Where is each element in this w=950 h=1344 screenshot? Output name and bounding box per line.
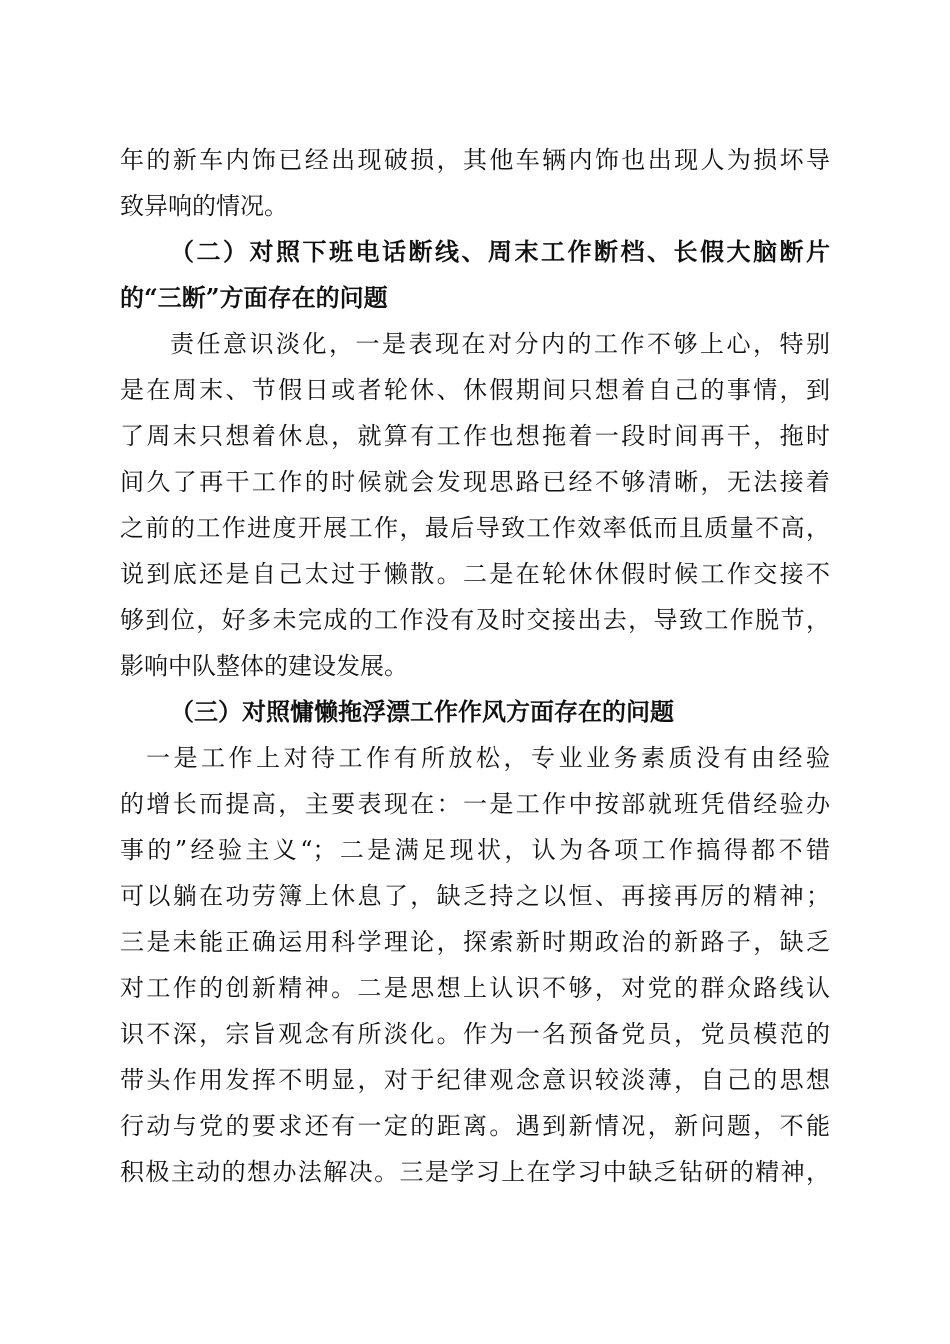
text-line: 对工作的创新精神。二是思想上认识不够，对党的群众路线认	[120, 974, 830, 1002]
text-line: 带头作用发挥不明显，对于纪律观念意识较淡薄，自己的思想	[120, 1066, 830, 1094]
text-line: 是在周末、节假日或者轮休、休假期间只想着自己的事情，到	[120, 376, 830, 404]
text-line: 行动与党的要求还有一定的距离。遇到新情况，新问题，不能	[120, 1112, 830, 1140]
section-heading: （三）对照慵懒拖浮漂工作作风方面存在的问题	[170, 697, 674, 726]
text-line: 识不深，宗旨观念有所淡化。作为一名预备党员，党员模范的	[120, 1020, 830, 1048]
text-line: 一是工作上对待工作有所放松，专业业务素质没有由经验	[146, 744, 830, 772]
section-heading: 的“三断”方面存在的问题	[120, 283, 388, 312]
text-line: 三是未能正确运用科学理论，探索新时期政治的新路子，缺乏	[120, 928, 830, 956]
text-line: 的增长而提高，主要表现在：一是工作中按部就班凭借经验办	[120, 790, 830, 818]
text-line: 年的新车内饰已经出现破损，其他车辆内饰也出现人为损坏导	[120, 146, 830, 174]
text-line: 间久了再干工作的时候就会发现思路已经不够清晰，无法接着	[120, 468, 830, 496]
text-line: 积极主动的想办法解决。三是学习上在学习中缺乏钻研的精神，	[120, 1158, 830, 1186]
text-line: 之前的工作进度开展工作，最后导致工作效率低而且质量不高，	[120, 514, 830, 542]
section-heading: （二）对照下班电话断线、周末工作断档、长假大脑断片	[170, 237, 830, 266]
text-line: 责任意识淡化，一是表现在对分内的工作不够上心，特别	[170, 330, 830, 358]
text-line: 事的”经验主义“；二是满足现状，认为各项工作搞得都不错	[120, 836, 830, 864]
text-line: 说到底还是自己太过于懒散。二是在轮休休假时候工作交接不	[120, 560, 830, 588]
text-line: 了周末只想着休息，就算有工作也想拖着一段时间再干，拖时	[120, 422, 830, 450]
text-line: 影响中队整体的建设发展。	[120, 652, 408, 680]
text-line: 够到位，好多未完成的工作没有及时交接出去，导致工作脱节，	[120, 606, 830, 634]
text-line: 致异响的情况。	[120, 192, 288, 220]
text-line: 可以躺在功劳簿上休息了，缺乏持之以恒、再接再厉的精神；	[120, 882, 830, 910]
